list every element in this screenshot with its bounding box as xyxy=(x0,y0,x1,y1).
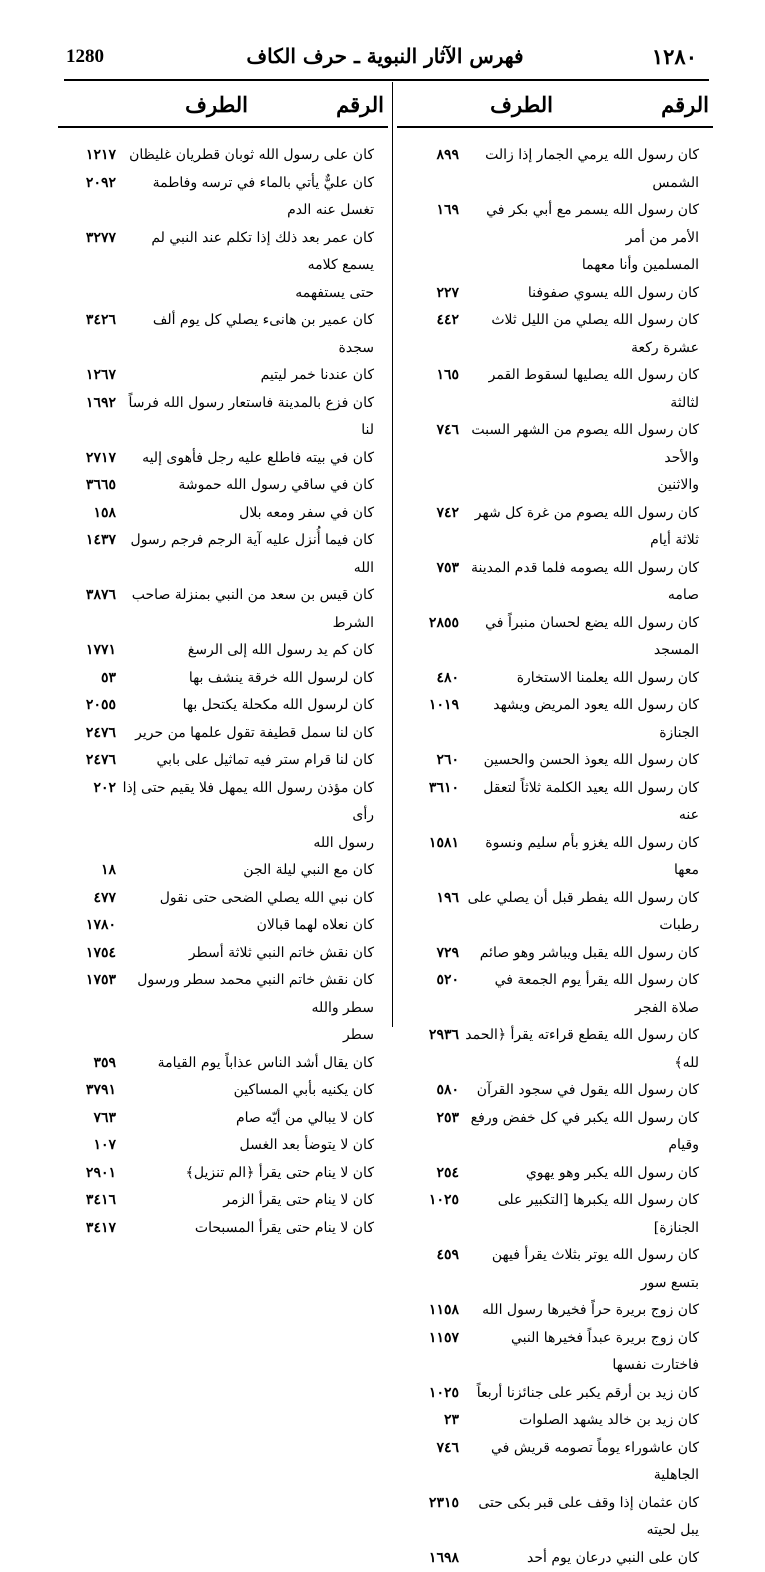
entry-text-continuation: سطر xyxy=(120,1022,374,1050)
entry-number: ٨٩٩ xyxy=(397,142,463,197)
entry-number: ٢٩٠١ xyxy=(58,1160,120,1188)
entry-number: ٧٤٦ xyxy=(397,1435,463,1490)
index-entry xyxy=(397,197,713,280)
entry-number: ٤٤٢ xyxy=(397,307,463,362)
entry-number: ٢٥٣ xyxy=(397,1105,463,1160)
index-entry xyxy=(397,1545,713,1572)
entry-number: ٣٤١٧ xyxy=(58,1215,120,1243)
entry-text-line: كان رسول الله يعوذ الحسن والحسين xyxy=(484,752,699,768)
entry-number: ١٢١٧ xyxy=(58,142,120,170)
entry-number: ٢٧١٧ xyxy=(58,445,120,473)
entry-number: ١٤٣٧ xyxy=(58,527,120,582)
entry-text-line: كان رسول الله يكبر وهو يهوي xyxy=(526,1165,699,1181)
entry-text xyxy=(120,472,388,500)
entry-text-line: كان يكنيه بأبي المساكين xyxy=(234,1082,374,1098)
entry-text-line: كان لا يتوضأ بعد الغسل xyxy=(239,1137,374,1153)
entry-text-line: كان نعلاه لهما قبالان xyxy=(257,917,374,933)
index-entry xyxy=(397,1297,713,1325)
entry-text xyxy=(463,280,713,308)
tarf-column-label: الطرف xyxy=(490,92,553,117)
entry-number: ٤٧٧ xyxy=(58,885,120,913)
entry-text xyxy=(463,1325,713,1380)
entry-text-line: كان في سفر ومعه بلال xyxy=(239,505,374,521)
index-entry xyxy=(58,747,388,775)
entry-text xyxy=(120,967,388,1050)
entry-text xyxy=(120,720,388,748)
entry-text-line: كان عمير بن هانىء يصلي كل يوم ألف سجدة xyxy=(153,312,374,356)
entry-text-line: كان مع النبي ليلة الجن xyxy=(243,862,374,878)
entry-text-line: كان رسول الله يضع لحسان منبراً في المسجد xyxy=(485,615,699,659)
right-column-header xyxy=(397,82,713,128)
entry-text-continuation: والاثنين xyxy=(463,472,699,500)
entry-text xyxy=(463,1160,713,1188)
entry-text-line: كان رسول الله يرمي الجمار إذا زالت الشمس xyxy=(485,147,699,191)
entry-text xyxy=(120,912,388,940)
entry-text xyxy=(120,1215,388,1243)
entry-text xyxy=(120,390,388,445)
entry-text xyxy=(120,747,388,775)
entry-text-line: كان كم يد رسول الله إلى الرسغ xyxy=(188,642,374,658)
entry-number: ٧٦٣ xyxy=(58,1105,120,1133)
index-entry xyxy=(58,967,388,1050)
num-column-label: الرقم xyxy=(661,92,709,117)
index-entry xyxy=(397,1325,713,1380)
entry-text-line: كان لنا سمل قطيفة تقول علمها من حرير xyxy=(135,725,374,741)
entry-number: ١٠٧ xyxy=(58,1132,120,1160)
entry-text-line: كان رسول الله يصلي من الليل ثلاث عشرة ركعة xyxy=(491,312,699,356)
index-entry xyxy=(58,225,388,308)
entry-text xyxy=(463,830,713,885)
index-entry xyxy=(58,885,388,913)
right-entries xyxy=(397,142,713,1572)
entry-number: ٢٦٠ xyxy=(397,747,463,775)
entry-number: ٢٥٤ xyxy=(397,1160,463,1188)
entry-text xyxy=(463,747,713,775)
index-entry xyxy=(397,1435,713,1490)
entry-text-line: كان نقش خاتم النبي محمد سطر ورسول سطر والله xyxy=(137,972,374,1016)
page-title: فهرس الآثار النبوية ـ حرف الكاف xyxy=(200,44,570,68)
entry-text-line: كان رسول الله يكبر في كل خفض ورفع وقيام xyxy=(471,1110,699,1154)
index-entry xyxy=(58,582,388,637)
entry-text xyxy=(120,500,388,528)
entry-text-line: كان رسول الله يصوم من الشهر السبت والأحد xyxy=(471,422,699,466)
entry-number: ٢٣ xyxy=(397,1407,463,1435)
entry-text xyxy=(463,500,713,555)
entry-number: ١٩٦ xyxy=(397,885,463,940)
entry-text-line: كان فيما أُنزل عليه آية الرجم فرجم رسول الله xyxy=(131,532,374,576)
column-divider xyxy=(392,82,393,1027)
page-number-arabic: ١٢٨٠ xyxy=(652,44,697,69)
entry-text xyxy=(463,1105,713,1160)
entry-number: ١٦٩٢ xyxy=(58,390,120,445)
entry-text xyxy=(120,1105,388,1133)
entry-text-line: كان عاشوراء يوماً تصومه قريش في الجاهلية xyxy=(491,1440,699,1484)
entry-text xyxy=(463,1297,713,1325)
entry-number: ٢٤٧٦ xyxy=(58,747,120,775)
index-entry xyxy=(58,1132,388,1160)
entry-text xyxy=(463,1545,713,1572)
entry-text-line: كان رسول الله يقطع قراءته يقرأ ﴿الحمد لله﴾ xyxy=(465,1027,699,1071)
entry-text-line: كان رسول الله يسوي صفوفنا xyxy=(528,285,699,301)
entry-number: ٧٤٢ xyxy=(397,500,463,555)
entry-number: ٧٥٣ xyxy=(397,555,463,610)
index-entry xyxy=(397,417,713,500)
entry-text-line: كان لا يبالي من أيّه صام xyxy=(236,1110,374,1126)
entry-number: ٥٣ xyxy=(58,665,120,693)
entry-text xyxy=(120,527,388,582)
entry-text-line: كان على النبي درعان يوم أحد xyxy=(527,1550,699,1566)
entry-number: ٣٨٧٦ xyxy=(58,582,120,637)
entry-text xyxy=(463,1380,713,1408)
entry-text-line: كان رسول الله يقبل ويباشر وهو صائم xyxy=(480,945,699,961)
entry-text xyxy=(120,307,388,362)
index-entry xyxy=(58,527,388,582)
index-entry xyxy=(58,472,388,500)
entry-number: ٤٨٠ xyxy=(397,665,463,693)
entry-text xyxy=(120,1187,388,1215)
entry-text xyxy=(120,362,388,390)
index-entry xyxy=(58,445,388,473)
index-entry xyxy=(58,1050,388,1078)
entry-text xyxy=(463,1407,713,1435)
entry-number: ٢٨٥٥ xyxy=(397,610,463,665)
column-header-rule xyxy=(397,126,713,128)
entry-text-line: كان على رسول الله ثوبان قطريان غليظان xyxy=(129,147,374,163)
index-entry xyxy=(58,912,388,940)
index-entry xyxy=(58,1187,388,1215)
entry-text-line: كان رسول الله يغزو بأم سليم ونسوة معها xyxy=(485,835,699,879)
entry-number: ٢٣١٥ xyxy=(397,1490,463,1545)
entry-number: ١١٥٨ xyxy=(397,1297,463,1325)
entry-text-line: كان عمر بعد ذلك إذا تكلم عند النبي لم يسمع كلامه xyxy=(151,230,374,274)
entry-number: ٢٠٥٥ xyxy=(58,692,120,720)
entry-text-line: كان لا ينام حتى يقرأ المسبحات xyxy=(195,1220,374,1236)
entry-number: ٣٢٧٧ xyxy=(58,225,120,308)
entry-text xyxy=(463,555,713,610)
entry-text-line: كان نقش خاتم النبي ثلاثة أسطر xyxy=(189,945,374,961)
entry-text xyxy=(463,1435,713,1490)
entry-text-line: كان رسول الله يصليها لسقوط القمر لثالثة xyxy=(489,367,699,411)
entry-text-line: كان قيس بن سعد من النبي بمنزلة صاحب الشرط xyxy=(132,587,374,631)
entry-text xyxy=(120,665,388,693)
entry-text xyxy=(120,582,388,637)
entry-number: ٢٩٣٦ xyxy=(397,1022,463,1077)
entry-text xyxy=(463,1187,713,1242)
entry-number: ٢٠٢ xyxy=(58,775,120,858)
entry-number: ١٥٨ xyxy=(58,500,120,528)
entry-text-line: كان زيد بن خالد يشهد الصلوات xyxy=(519,1412,699,1428)
entry-text xyxy=(120,857,388,885)
entry-text-line: كان عليٌّ يأتي بالماء في ترسه وفاطمة تغسل عنه الدم xyxy=(153,175,374,219)
entry-text-line: كان رسول الله يصوم من غرة كل شهر ثلاثة أيام xyxy=(475,505,699,549)
index-entry xyxy=(397,610,713,665)
entry-text xyxy=(120,1050,388,1078)
index-entry xyxy=(397,1407,713,1435)
entry-text-line: كان رسول الله يقول في سجود القرآن xyxy=(477,1082,699,1098)
index-entry xyxy=(397,665,713,693)
entry-text xyxy=(120,170,388,225)
index-entry xyxy=(58,775,388,858)
index-entry xyxy=(397,967,713,1022)
entry-text-line: كان رسول الله يفطر قبل أن يصلي على رطبات xyxy=(468,890,699,934)
entry-text-line: كان يقال أشد الناس عذاباً يوم القيامة xyxy=(158,1055,374,1071)
entry-text-continuation: رسول الله xyxy=(120,830,374,858)
index-entry xyxy=(58,1160,388,1188)
entry-number: ٣٧٩١ xyxy=(58,1077,120,1105)
entry-text-line: كان رسول الله يقرأ يوم الجمعة في صلاة الفجر xyxy=(495,972,699,1016)
index-entry xyxy=(397,1187,713,1242)
entry-text-line: كان في بيته فاطلع عليه رجل فأهوى إليه xyxy=(142,450,374,466)
index-entry xyxy=(397,885,713,940)
entry-number: ١٠١٩ xyxy=(397,692,463,747)
entry-text xyxy=(463,665,713,693)
index-entry xyxy=(397,500,713,555)
entry-text xyxy=(463,940,713,968)
entry-text xyxy=(463,885,713,940)
header-rule xyxy=(64,79,709,81)
entry-text xyxy=(120,692,388,720)
index-entry xyxy=(397,1490,713,1545)
entry-text-line: كان رسول الله يعيد الكلمة ثلاثاً لتعقل عنه xyxy=(483,780,699,824)
entry-text xyxy=(120,885,388,913)
entry-number: ١٦٩ xyxy=(397,197,463,280)
index-entry xyxy=(397,1022,713,1077)
index-entry xyxy=(58,1105,388,1133)
entry-number: ١١٥٧ xyxy=(397,1325,463,1380)
entry-text-line: كان لنا قرام ستر فيه تماثيل على بابي xyxy=(156,752,374,768)
entry-text-line: كان رسول الله يعود المريض ويشهد الجنازة xyxy=(493,697,699,741)
index-entry xyxy=(58,940,388,968)
index-entry xyxy=(397,142,713,197)
entry-text xyxy=(463,417,713,500)
index-entry xyxy=(397,362,713,417)
entry-text-line: كان رسول الله يكبرها [التكبير على الجنازة] xyxy=(498,1192,699,1236)
entry-text xyxy=(120,1160,388,1188)
index-entry xyxy=(58,665,388,693)
entry-text-line: كان نبي الله يصلي الضحى حتى نقول xyxy=(160,890,374,906)
index-entry xyxy=(397,692,713,747)
entry-text xyxy=(120,142,388,170)
entry-text-line: كان لرسول الله خرقة ينشف بها xyxy=(189,670,374,686)
entry-number: ٣٥٩ xyxy=(58,1050,120,1078)
index-entry xyxy=(58,1215,388,1243)
entry-text-line: كان عندنا خمر ليتيم xyxy=(261,367,374,383)
entry-number: ١٦٩٨ xyxy=(397,1545,463,1572)
entry-text-continuation: المسلمين وأنا معهما xyxy=(463,252,699,280)
index-entry xyxy=(58,720,388,748)
index-entry xyxy=(397,280,713,308)
entry-number: ١٧٥٣ xyxy=(58,967,120,1050)
entry-number: ١٢٦٧ xyxy=(58,362,120,390)
entry-number: ٣٤٢٦ xyxy=(58,307,120,362)
index-entry xyxy=(58,390,388,445)
entry-text-line: كان مؤذن رسول الله يمهل فلا يقيم حتى إذا رأى xyxy=(123,780,374,824)
entry-number: ١٧٨٠ xyxy=(58,912,120,940)
entry-text xyxy=(463,1490,713,1545)
index-entry xyxy=(58,362,388,390)
entry-text-line: كان عثمان إذا وقف على قبر بكى حتى يبل لحيته xyxy=(478,1495,699,1539)
index-entry xyxy=(397,1242,713,1297)
entry-text-line: كان زوج بريرة عبداً فخيرها النبي فاختارت نفسها xyxy=(511,1330,699,1374)
entry-text xyxy=(463,775,713,830)
entry-number: ١٧٧١ xyxy=(58,637,120,665)
entry-number: ١٦٥ xyxy=(397,362,463,417)
left-column-header xyxy=(58,82,388,128)
index-entry xyxy=(397,775,713,830)
entry-text-line: كان في ساقي رسول الله حموشة xyxy=(178,477,374,493)
entry-text-line: كان زيد بن أرقم يكبر على جنائزنا أربعاً xyxy=(477,1385,699,1401)
entry-text xyxy=(463,362,713,417)
index-entry xyxy=(397,307,713,362)
index-entry xyxy=(397,1105,713,1160)
entry-text xyxy=(463,1022,713,1077)
page-header xyxy=(0,40,765,76)
entry-number: ٢٤٧٦ xyxy=(58,720,120,748)
index-entry xyxy=(397,555,713,610)
entry-number: ٣٦١٠ xyxy=(397,775,463,830)
entry-number: ٧٤٦ xyxy=(397,417,463,500)
entry-text xyxy=(120,775,388,858)
entry-text xyxy=(120,940,388,968)
index-entry xyxy=(58,692,388,720)
entry-text-line: كان رسول الله يسمر مع أبي بكر في الأمر من أمر xyxy=(486,202,699,246)
entry-number: ٢٢٧ xyxy=(397,280,463,308)
entry-text xyxy=(463,967,713,1022)
entry-text-line: كان رسول الله يوتر بثلاث يقرأ فيهن بتسع سور xyxy=(492,1247,699,1291)
entry-number: ١٠٢٥ xyxy=(397,1187,463,1242)
entry-text-continuation: حتى يستفهمه xyxy=(120,280,374,308)
tarf-column-label: الطرف xyxy=(185,92,248,117)
entry-number: ١٠٢٥ xyxy=(397,1380,463,1408)
entry-text xyxy=(463,197,713,280)
index-entry xyxy=(58,142,388,170)
index-entry xyxy=(397,1160,713,1188)
entry-text xyxy=(120,445,388,473)
column-header-rule xyxy=(58,126,388,128)
num-column-label: الرقم xyxy=(336,92,384,117)
entry-text xyxy=(463,307,713,362)
page-number-latin: 1280 xyxy=(66,46,104,68)
entry-number: ٣٦٦٥ xyxy=(58,472,120,500)
left-entries xyxy=(58,142,388,1242)
entry-text xyxy=(120,637,388,665)
entry-text xyxy=(120,225,388,308)
index-entry xyxy=(58,170,388,225)
entry-number: ٥٢٠ xyxy=(397,967,463,1022)
entry-number: ٢٠٩٢ xyxy=(58,170,120,225)
index-entry xyxy=(397,940,713,968)
entry-text xyxy=(463,1242,713,1297)
index-entry xyxy=(397,1380,713,1408)
entry-text-line: كان فزع بالمدينة فاستعار رسول الله فرساً لنا xyxy=(129,395,374,439)
entry-text xyxy=(463,692,713,747)
index-entry xyxy=(58,637,388,665)
entry-text-line: كان لرسول الله مكحلة يكتحل بها xyxy=(183,697,374,713)
entry-number: ٧٢٩ xyxy=(397,940,463,968)
entry-text xyxy=(463,610,713,665)
index-entry xyxy=(397,830,713,885)
entry-number: ١٧٥٤ xyxy=(58,940,120,968)
entry-text-line: كان زوج بريرة حراً فخيرها رسول الله xyxy=(482,1302,699,1318)
entry-text xyxy=(120,1132,388,1160)
index-entry xyxy=(397,747,713,775)
entry-text-line: كان لا ينام حتى يقرأ ﴿الم تنزيل﴾ xyxy=(186,1165,374,1181)
index-entry xyxy=(58,307,388,362)
entry-number: ٤٥٩ xyxy=(397,1242,463,1297)
entry-text xyxy=(463,142,713,197)
entry-number: ١٥٨١ xyxy=(397,830,463,885)
entry-number: ٣٤١٦ xyxy=(58,1187,120,1215)
entry-number: ١٨ xyxy=(58,857,120,885)
left-column xyxy=(58,82,388,1027)
index-entry xyxy=(58,857,388,885)
entry-text-line: كان رسول الله يعلمنا الاستخارة xyxy=(517,670,699,686)
right-column xyxy=(397,82,713,1027)
entry-number: ٥٨٠ xyxy=(397,1077,463,1105)
index-entry xyxy=(58,500,388,528)
entry-text-line: كان لا ينام حتى يقرأ الزمر xyxy=(223,1192,374,1208)
entry-text-line: كان رسول الله يصومه فلما قدم المدينة صامه xyxy=(471,560,699,604)
